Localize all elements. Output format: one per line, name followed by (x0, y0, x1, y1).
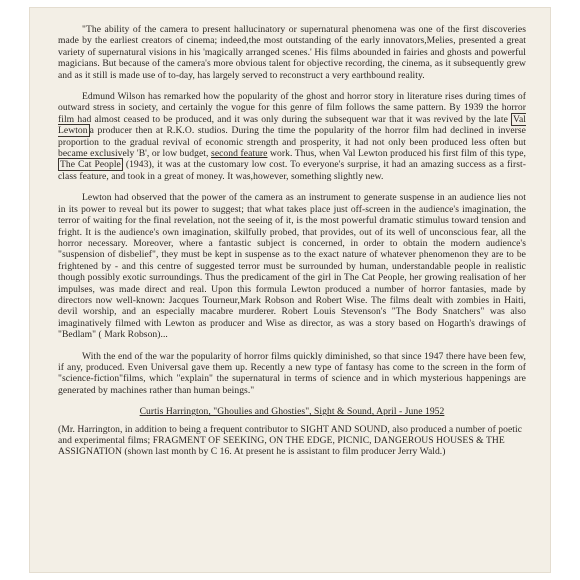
paragraph-2-text-a: Edmund Wilson has remarked how the popularity of the ghost and horror story in literature rises during times of outward stress in society, and certainly the vogue for this genre of film follows the same pattern. By 1939 the horror film had almost ceased to be produced, and it was only during the subsequent war that it was revived by the late (58, 91, 526, 125)
document-body (58, 24, 526, 458)
author-note-text: (Mr. Harrington, in addition to being a frequent contributor to SIGHT AND SOUND, also produced a number of poetic and experimental films; FRAGMENT OF SEEKING, ON THE EDGE, PICNIC, DANGEROUS HOUSES & THE ASSIGNATION (shown last month by C 16. At present he is assistant to film producer Jerry Wald.) (58, 423, 523, 458)
paragraph-3-text: Lewton had observed that the power of the camera as an instrument to generate suspense in an audience lies not in its power to reveal but its power to suggest; that what takes place just off-screen in the audience's imagination, the terror of waiting for the final revelation, not the seeing of it, is the most powerful dramatic stimulus toward tension and fright. It is the audience's own imagination, skilfully probed, that provides, out of its well of unconscious fear, all the horror necessary. Moreover, where a fantastic subject is concerned, in order to obtain the modern audience's "suspension of disbelief", they must be kept in suspense as to the exact nature of whatever phenomenon they are to be frightened by - and this centre of suggested terror must be surrounded by human, understandable people in realistic though possibly exotic surroundings. Thus the predicament of the girl in The Cat People, her growing realisation of her impulses, was made direct and real. Upon this formula Lewton produced a number of horror fantasies, made by directors now well-known: Jacques Tourneur,Mark Robson and Robert Wise. The films dealt with zombies in Haiti, devil worship, and an especially macabre murderer. Robert Louis Stevenson's "The Body Snatchers" was also imaginatively filmed with Lewton as producer and Wise as director, as was a story based on Hogarth's drawings of "Bedlam" ( Mark Robson)... (58, 192, 526, 341)
underlined-second-feature: second feature (211, 148, 268, 160)
paragraph-2-text-c: work. Thus, when Val Lewton produced his first film of this type, (270, 148, 527, 160)
citation-text: Curtis Harrington, "Ghoulies and Ghosties", Sight & Sound, April - June 1952 (139, 406, 445, 418)
paragraph-1 (58, 24, 526, 81)
paragraph-1-text: "The ability of the camera to present hallucinatory or supernatural phenomena was one of the first discoveries made by the earliest creators of cinema; indeed,the most outstanding of the early innovators,Melies, presented a great variety of supernatural visions in his 'magically arranged scenes.' His films abounded in fairies and ghosts and powerful magicians. But because of the camera's more obvious talent for objective recording, the cinema, as it subsequently grew and as it still is made use of to-day, has largely served to reconstruct a very earthbound reality. (58, 24, 526, 81)
paragraph-4 (58, 351, 526, 397)
paragraph-4-text: With the end of the war the popularity of horror films quickly diminished, so that since 1947 there have been few, if any, produced. Even Universal gave them up. Recently a new type of fantasy has come to the screen in the form of "science-fiction"films, which "explain" the supernatural in terms of science and in which mysterious happenings are generated by machines rather than human beings." (58, 350, 526, 396)
paragraph-2 (58, 91, 526, 182)
paragraph-2-text-b: a producer then at R.K.O. studios. During the time the popularity of the horror film had declined in inverse proportion to the gradual revival of economic strength and prosperity, it had not only been produced less often but became exclusively 'B', or low budget, (58, 125, 526, 160)
citation (58, 406, 526, 417)
boxed-name-val-lewton: Val Lewton (58, 113, 526, 137)
boxed-title-cat-people: The Cat People (60, 159, 121, 171)
paragraph-3 (58, 192, 526, 340)
author-note (58, 424, 526, 458)
paragraph-2-text-d: (1943), it was at the customary low cost. To everyone's surprise, it had an amazing success as a first-class feature, and took in a great of money. It was,however, something slightly new. (58, 159, 526, 182)
